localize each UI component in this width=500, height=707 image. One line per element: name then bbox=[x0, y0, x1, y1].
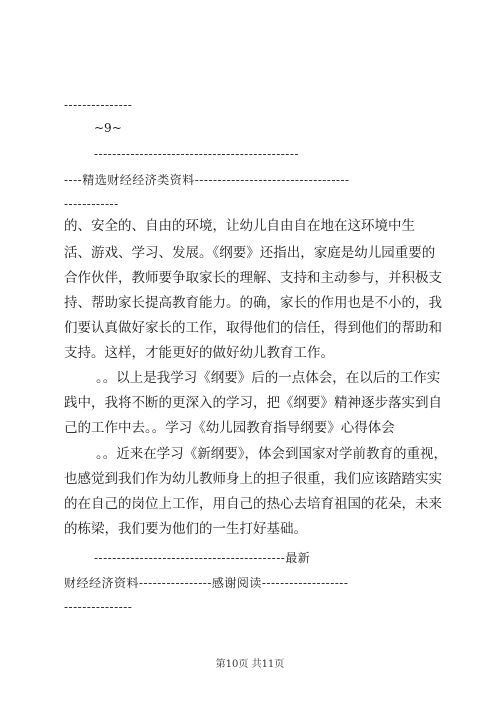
section-title-line: ----精选财经经济类资料---------------------------------- bbox=[64, 173, 350, 187]
text-line: 的在自己的岗位上工作，用自己的热心去培育祖国的花朵，未来 bbox=[64, 496, 442, 512]
text-line: 。。以上是我学习《纲要》后的一点体会，在以后的工作实 bbox=[96, 370, 441, 386]
dash-long: --------------------------------------------- bbox=[94, 147, 299, 161]
text-line: 们要认真做好家长的工作，取得他们的信任，得到他们的帮助和 bbox=[64, 320, 442, 336]
text-line: 的栋梁，我们要为他们的一生打好基础。 bbox=[64, 521, 307, 537]
closing-line-3: --------------- bbox=[64, 600, 133, 614]
text-line: 持、帮助家长提高教育能力。的确，家长的作用也是不小的，我 bbox=[64, 295, 442, 311]
page-number-footer: 第10页 共11页 bbox=[215, 659, 285, 670]
text-line: 的、安全的、自由的环境，让幼儿自由自在地在这环境中生 bbox=[64, 218, 415, 234]
text-line: 活、游戏、学习、发展。《纲要》还指出，家庭是幼儿园重要的 bbox=[64, 245, 436, 261]
closing-line-1: ------------------------------------------最新 bbox=[94, 551, 311, 565]
closing-line-2: 财经经济资料----------------感谢阅读------------------- bbox=[64, 576, 349, 590]
dash-short: ------------ bbox=[64, 197, 119, 211]
dash-top: --------------- bbox=[64, 98, 133, 112]
text-line: 合作伙伴，教师要争取家长的理解、支持和主动参与，并积极支 bbox=[64, 270, 442, 286]
page-mark: ~9~ bbox=[94, 121, 122, 135]
text-line: 。。近来在学习《新纲要》，体会到国家对学前教育的重视， bbox=[96, 446, 447, 462]
text-line: 也感觉到我们作为幼儿教师身上的担子很重，我们应该踏踏实实 bbox=[64, 471, 442, 487]
text-line: 支持。这样，才能更好的做好幼儿教育工作。 bbox=[64, 345, 334, 361]
text-line: 践中，我将不断的更深入的学习，把《纲要》精神逐步落实到自 bbox=[64, 395, 442, 411]
text-line: 己的工作中去。。学习《幼儿园教育指导纲要》心得体会 bbox=[64, 420, 395, 436]
